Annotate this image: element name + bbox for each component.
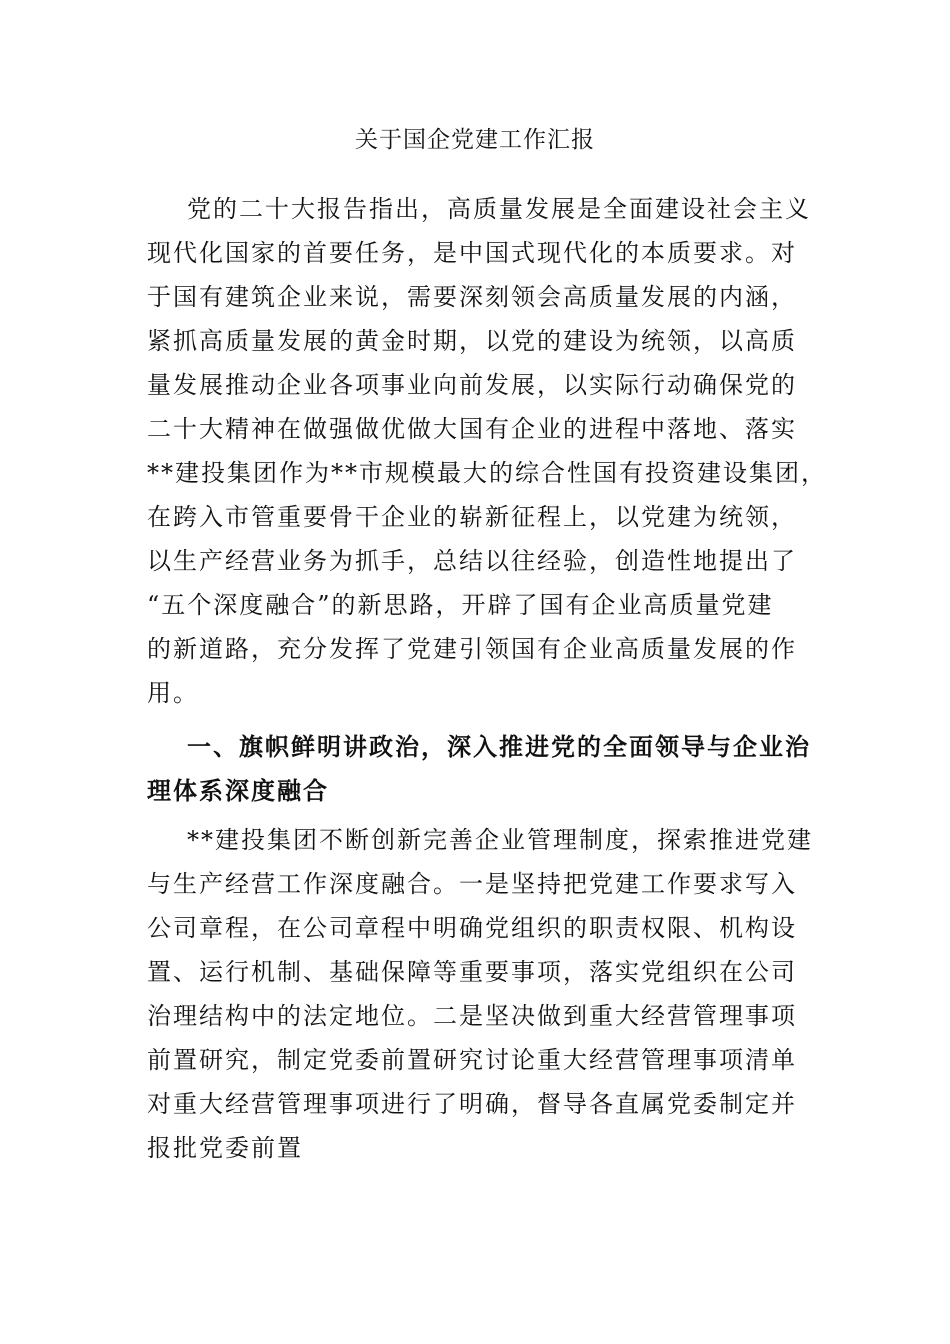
paragraph-line: 与生产经营工作深度融合。一是坚持把党建工作要求写入 bbox=[147, 870, 797, 898]
paragraph-line: 报批党委前置 bbox=[147, 1134, 303, 1162]
paragraph-line: 以生产经营业务为抓手，总结以往经验，创造性地提出了 bbox=[147, 547, 797, 575]
paragraph-line: 现代化国家的首要任务，是中国式现代化的本质要求。对 bbox=[147, 239, 797, 267]
paragraph-line: 的新道路，充分发挥了党建引领国有企业高质量发展的作 bbox=[147, 635, 797, 663]
paragraph-line: 在跨入市管重要骨干企业的崭新征程上，以党建为统领， bbox=[147, 503, 797, 531]
paragraph-line: 前置研究，制定党委前置研究讨论重大经营管理事项清单 bbox=[147, 1046, 797, 1074]
paragraph-line: 紧抓高质量发展的黄金时期，以党的建设为统领，以高质 bbox=[147, 327, 797, 355]
paragraph-line: 二十大精神在做强做优做大国有企业的进程中落地、落实 bbox=[147, 415, 797, 443]
paragraph-line: 对重大经营管理事项进行了明确，督导各直属党委制定并 bbox=[147, 1090, 797, 1118]
heading-line: 一、旗帜鲜明讲政治，深入推进党的全面领导与企业治 bbox=[187, 733, 811, 761]
paragraph-line: 用。 bbox=[147, 679, 199, 707]
heading-line: 理体系深度融合 bbox=[147, 777, 329, 805]
section-heading-1 bbox=[147, 725, 811, 813]
paragraph-section-1 bbox=[147, 818, 813, 1170]
paragraph-line: 党的二十大报告指出，高质量发展是全面建设社会主义 bbox=[187, 195, 811, 223]
paragraph-line: 公司章程，在公司章程中明确党组织的职责权限、机构设 bbox=[147, 914, 797, 942]
paragraph-intro bbox=[147, 187, 827, 715]
paragraph-line: 量发展推动企业各项事业向前发展，以实际行动确保党的 bbox=[147, 371, 797, 399]
document-title: 关于国企党建工作汇报 bbox=[355, 127, 595, 153]
paragraph-line: “五个深度融合”的新思路，开辟了国有企业高质量党建 bbox=[147, 591, 774, 619]
paragraph-line: 置、运行机制、基础保障等重要事项，落实党组织在公司 bbox=[147, 958, 797, 986]
paragraph-line: **建投集团不断创新完善企业管理制度，探索推进党建 bbox=[187, 826, 813, 854]
paragraph-line: 于国有建筑企业来说，需要深刻领会高质量发展的内涵， bbox=[147, 283, 797, 311]
paragraph-line: 治理结构中的法定地位。二是坚决做到重大经营管理事项 bbox=[147, 1002, 797, 1030]
paragraph-line: **建投集团作为**市规模最大的综合性国有投资建设集团， bbox=[147, 459, 827, 487]
